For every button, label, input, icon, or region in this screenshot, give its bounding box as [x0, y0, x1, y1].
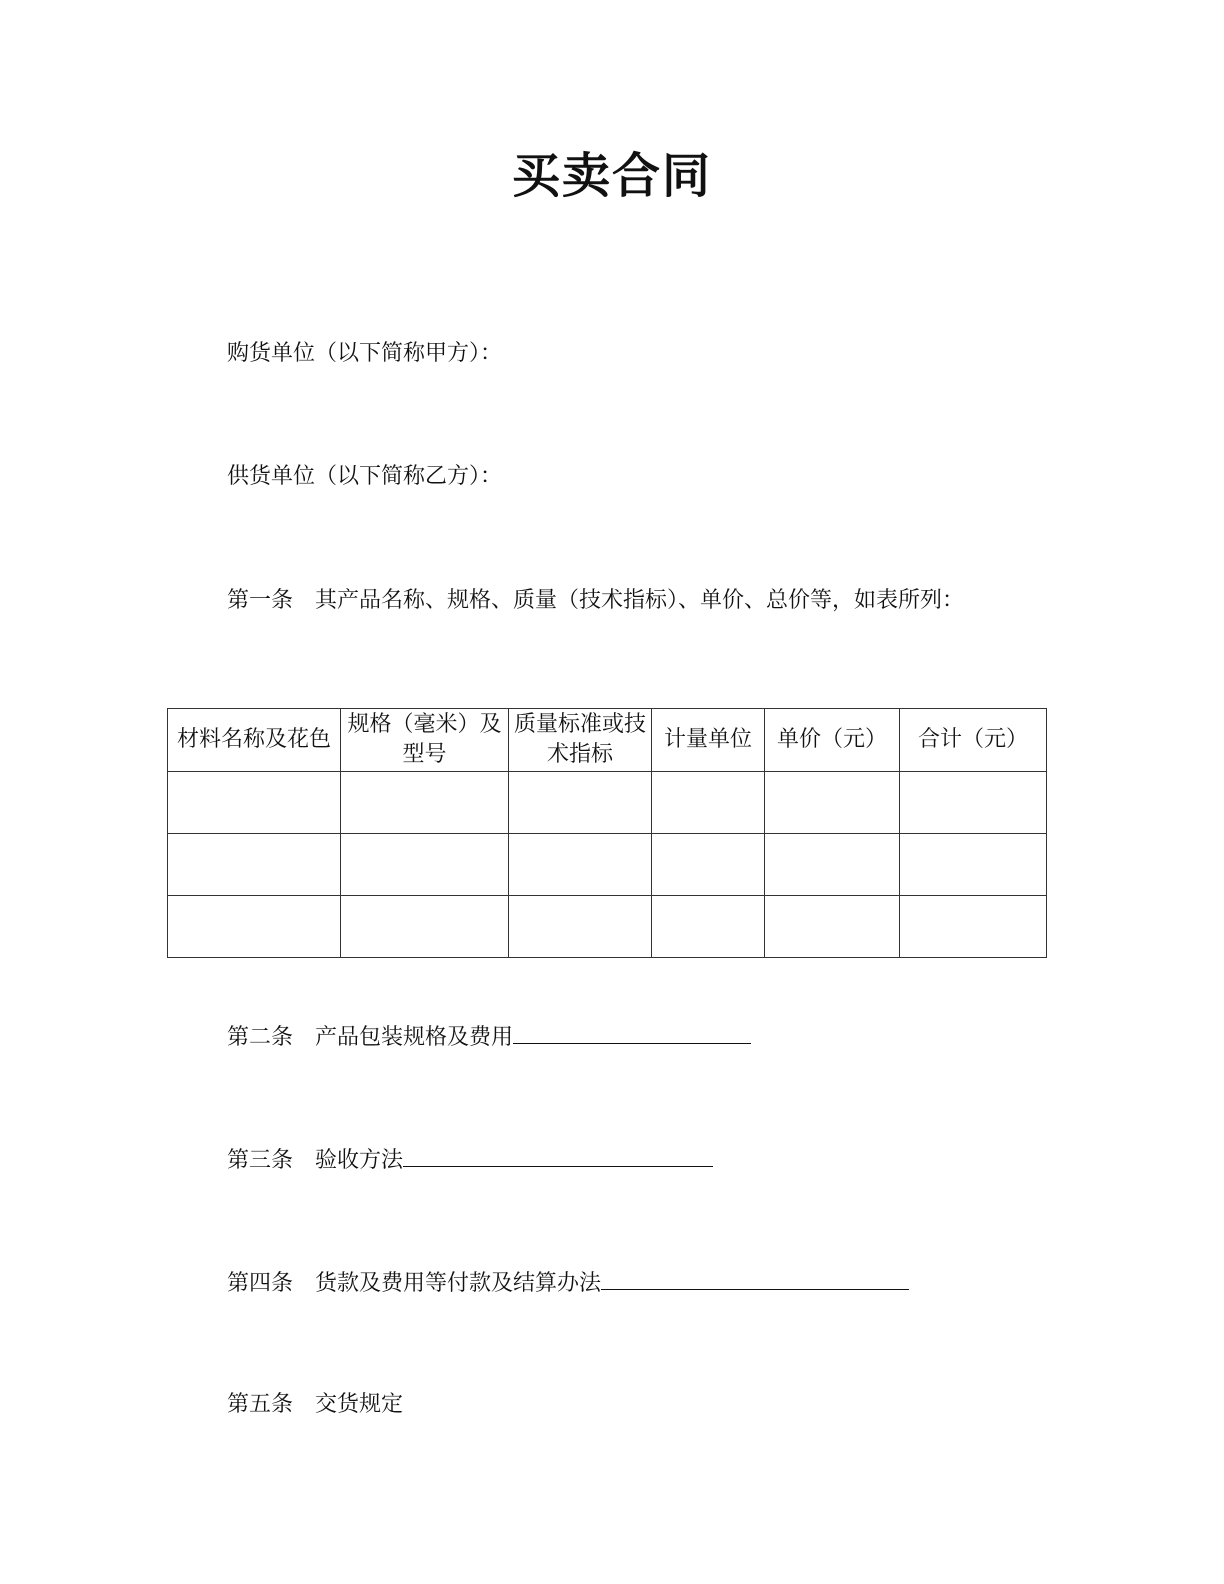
article-2-number: 第二条	[227, 1025, 294, 1050]
product-table	[167, 708, 1047, 958]
buyer-label: 购货单位（以下简称甲方）：	[227, 341, 503, 366]
article-4-number: 第四条	[227, 1271, 294, 1296]
article-3	[227, 1144, 713, 1176]
article-5	[227, 1390, 403, 1420]
header-material-name: 材料名称及花色	[168, 709, 341, 772]
seller-label: 供货单位（以下简称乙方）：	[227, 464, 503, 489]
table-cell[interactable]	[168, 772, 341, 834]
article-4-text: 货款及费用等付款及结算办法	[315, 1271, 602, 1296]
seller-line	[227, 462, 502, 492]
article-1-text: 其产品名称、规格、质量（技术指标）、单价、总价等，如表所列：	[315, 588, 965, 613]
table-cell[interactable]	[900, 896, 1047, 958]
article-4	[227, 1267, 909, 1299]
table-cell[interactable]	[652, 834, 765, 896]
table-cell[interactable]	[652, 896, 765, 958]
payment-blank-field[interactable]	[601, 1267, 909, 1290]
header-total: 合计（元）	[900, 709, 1047, 772]
table-cell[interactable]	[765, 896, 900, 958]
table-cell[interactable]	[765, 834, 900, 896]
table-row	[168, 896, 1047, 958]
table-cell[interactable]	[509, 896, 652, 958]
table-cell[interactable]	[341, 896, 509, 958]
header-quality-standard: 质量标准或技术指标	[509, 709, 652, 772]
table-header-row	[168, 709, 1047, 772]
table-cell[interactable]	[168, 896, 341, 958]
header-unit: 计量单位	[652, 709, 765, 772]
article-1	[227, 586, 964, 616]
header-specification: 规格（毫米）及型号	[341, 709, 509, 772]
article-1-number: 第一条	[227, 588, 294, 613]
article-2-text: 产品包装规格及费用	[315, 1025, 514, 1050]
table-row	[168, 834, 1047, 896]
table-cell[interactable]	[652, 772, 765, 834]
table-cell[interactable]	[341, 772, 509, 834]
packaging-blank-field[interactable]	[513, 1021, 751, 1044]
table-cell[interactable]	[509, 772, 652, 834]
table-cell[interactable]	[765, 772, 900, 834]
header-unit-price: 单价（元）	[765, 709, 900, 772]
document-title: 买卖合同	[511, 148, 712, 204]
buyer-line	[227, 339, 502, 369]
table-cell[interactable]	[900, 834, 1047, 896]
article-5-text: 交货规定	[315, 1392, 404, 1417]
table-cell[interactable]	[168, 834, 341, 896]
article-3-number: 第三条	[227, 1148, 294, 1173]
article-2	[227, 1021, 751, 1053]
acceptance-blank-field[interactable]	[403, 1144, 713, 1167]
article-5-number: 第五条	[227, 1392, 294, 1417]
table-cell[interactable]	[900, 772, 1047, 834]
table-row	[168, 772, 1047, 834]
article-3-text: 验收方法	[315, 1148, 404, 1173]
table-cell[interactable]	[341, 834, 509, 896]
table-cell[interactable]	[509, 834, 652, 896]
